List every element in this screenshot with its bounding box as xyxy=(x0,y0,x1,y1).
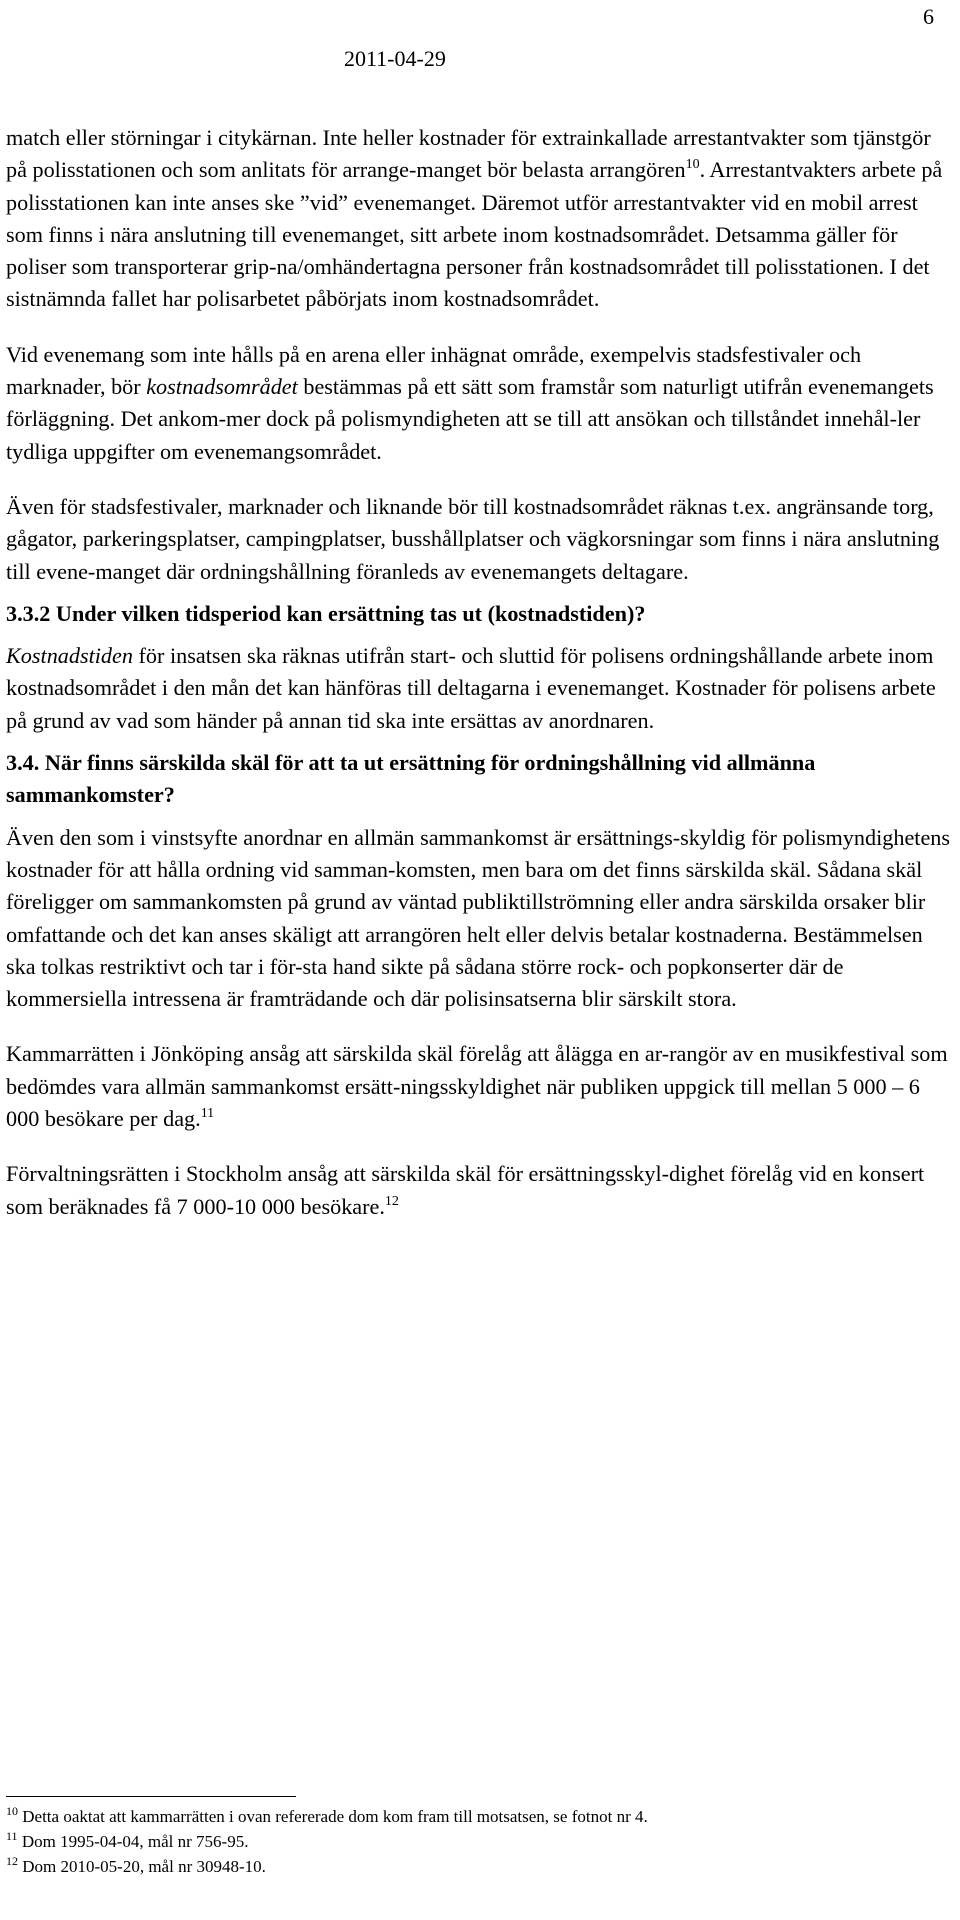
section-heading-3-4: 3.4. När finns särskilda skäl för att ta ut ersättning för ordningshållning vid allmänna sammankomster? xyxy=(6,750,816,808)
paragraph-1 xyxy=(6,122,952,316)
paragraph-text: Förvaltningsrätten i Stockholm ansåg att särskilda skäl för ersättningsskyl-dighet förelåg vid en konsert som beräknades få 7 000-10 000 besökare. xyxy=(6,1161,925,1219)
paragraph-7 xyxy=(6,1158,952,1223)
footnotes xyxy=(6,1804,952,1879)
footnote-number: 10 xyxy=(6,1804,18,1818)
paragraph-text: . Arrestantvakters arbete på polisstationen kan inte anses ske ”vid” evenemanget. Däremot utför arrestantvakter vid en mobil arrest som finns i nära anslutning till evenemanget, sitt arbete inom kostnadsområdet. Detsamma gäller för poliser som transporterar grip-na/omhändertagna personer från kostnadsområdet till polisstationen. I det sistnämnda fallet har polisarbetet påbörjats inom kostnadsområdet. xyxy=(6,157,943,312)
footnote-number: 11 xyxy=(6,1829,18,1843)
paragraph-text: Kammarrätten i Jönköping ansåg att särskilda skäl förelåg att ålägga en ar-rangör av en musikfestival som bedömdes vara allmän sammankomst ersätt-ningsskyldighet när publiken uppgick till mellan 5 000 – 6 000 besökare per dag. xyxy=(6,1041,948,1132)
footnote-text: Dom 2010-05-20, mål nr 30948-10. xyxy=(22,1857,266,1876)
footnote-12 xyxy=(6,1854,952,1879)
paragraph-text: bestämmas på ett sätt som framstår som naturligt utifrån evenemangets förläggning. Det ankom-mer dock på polismyndigheten att se till att ansökan och tillståndet innehål-ler tydliga uppgifter om evenemangsområdet. xyxy=(6,374,934,464)
paragraph-text: Vid evenemang som inte hålls på en arena eller inhägnat område, exempelvis stadsfestivaler och marknader, bör xyxy=(6,341,862,400)
page-number: 6 xyxy=(923,4,934,29)
footnote-divider xyxy=(6,1796,296,1797)
footnote-number: 12 xyxy=(6,1854,18,1868)
paragraph-4 xyxy=(6,640,952,737)
footnote-text: Detta oaktat att kammarrätten i ovan refererade dom kom fram till motsatsen, se fotnot nr 4. xyxy=(22,1807,648,1826)
section-heading-3-3-2: 3.3.2 Under vilken tidsperiod kan ersättning tas ut (kostnadstiden)? xyxy=(6,600,646,626)
footnote-ref-11[interactable]: 11 xyxy=(200,1106,215,1122)
footnote-10 xyxy=(6,1804,952,1829)
footnote-ref-12[interactable]: 12 xyxy=(384,1193,399,1209)
footnote-ref-10[interactable]: 10 xyxy=(685,157,700,173)
paragraph-5: Även den som i vinstsyfte anordnar en allmän sammankomst är ersättnings-skyldig för polismyndighetens kostnader för att hålla ordning vid samman-komsten, men bara om det finns särskilda skäl. Sådana skäl föreligger om sammankomsten på grund av väntad publiktillströmning eller andra särskilda orsaker blir omfattande och det kan anses skäligt att arrangören helt eller delvis betalar kostnaderna. Bestämmelsen ska tolkas restriktivt och tar i för-sta hand sikte på sådana större rock- och popkonserter där de kommersiella intressena är framträdande och där polisinsatserna blir särskilt stora. xyxy=(6,824,951,1012)
paragraph-text: för insatsen ska räknas utifrån start- och sluttid för polisens ordningshållande arbete inom kostnadsområdet i den mån det kan hänföras till deltagarna i evenemanget. Kostnader för polisens arbete på grund av vad som händer på annan tid ska inte ersättas av anordnaren. xyxy=(6,643,936,733)
emphasis-term: kostnadsområdet xyxy=(146,374,298,400)
header-date: 2011-04-29 xyxy=(344,46,446,71)
body-text xyxy=(6,122,952,1223)
emphasis-term: Kostnadstiden xyxy=(6,643,133,669)
paragraph-text: match eller störningar i citykärnan. Inte heller kostnader för extrainkallade arrestantvakter som tjänstgör på polisstationen och som anlitats för arrange-manget bör belasta arrangören xyxy=(6,125,931,183)
paragraph-2 xyxy=(6,339,952,468)
paragraph-6 xyxy=(6,1038,952,1135)
paragraph-3: Även för stadsfestivaler, marknader och liknande bör till kostnadsområdet räknas t.ex. angränsande torg, gågator, parkeringsplatser, campingplatser, busshållplatser och vägkorsningar som finns i nära anslutning till evene-manget där ordningshållning föranleds av evenemangets deltagare. xyxy=(6,493,940,584)
footnote-11 xyxy=(6,1829,952,1854)
footnote-text: Dom 1995-04-04, mål nr 756-95. xyxy=(21,1832,249,1851)
